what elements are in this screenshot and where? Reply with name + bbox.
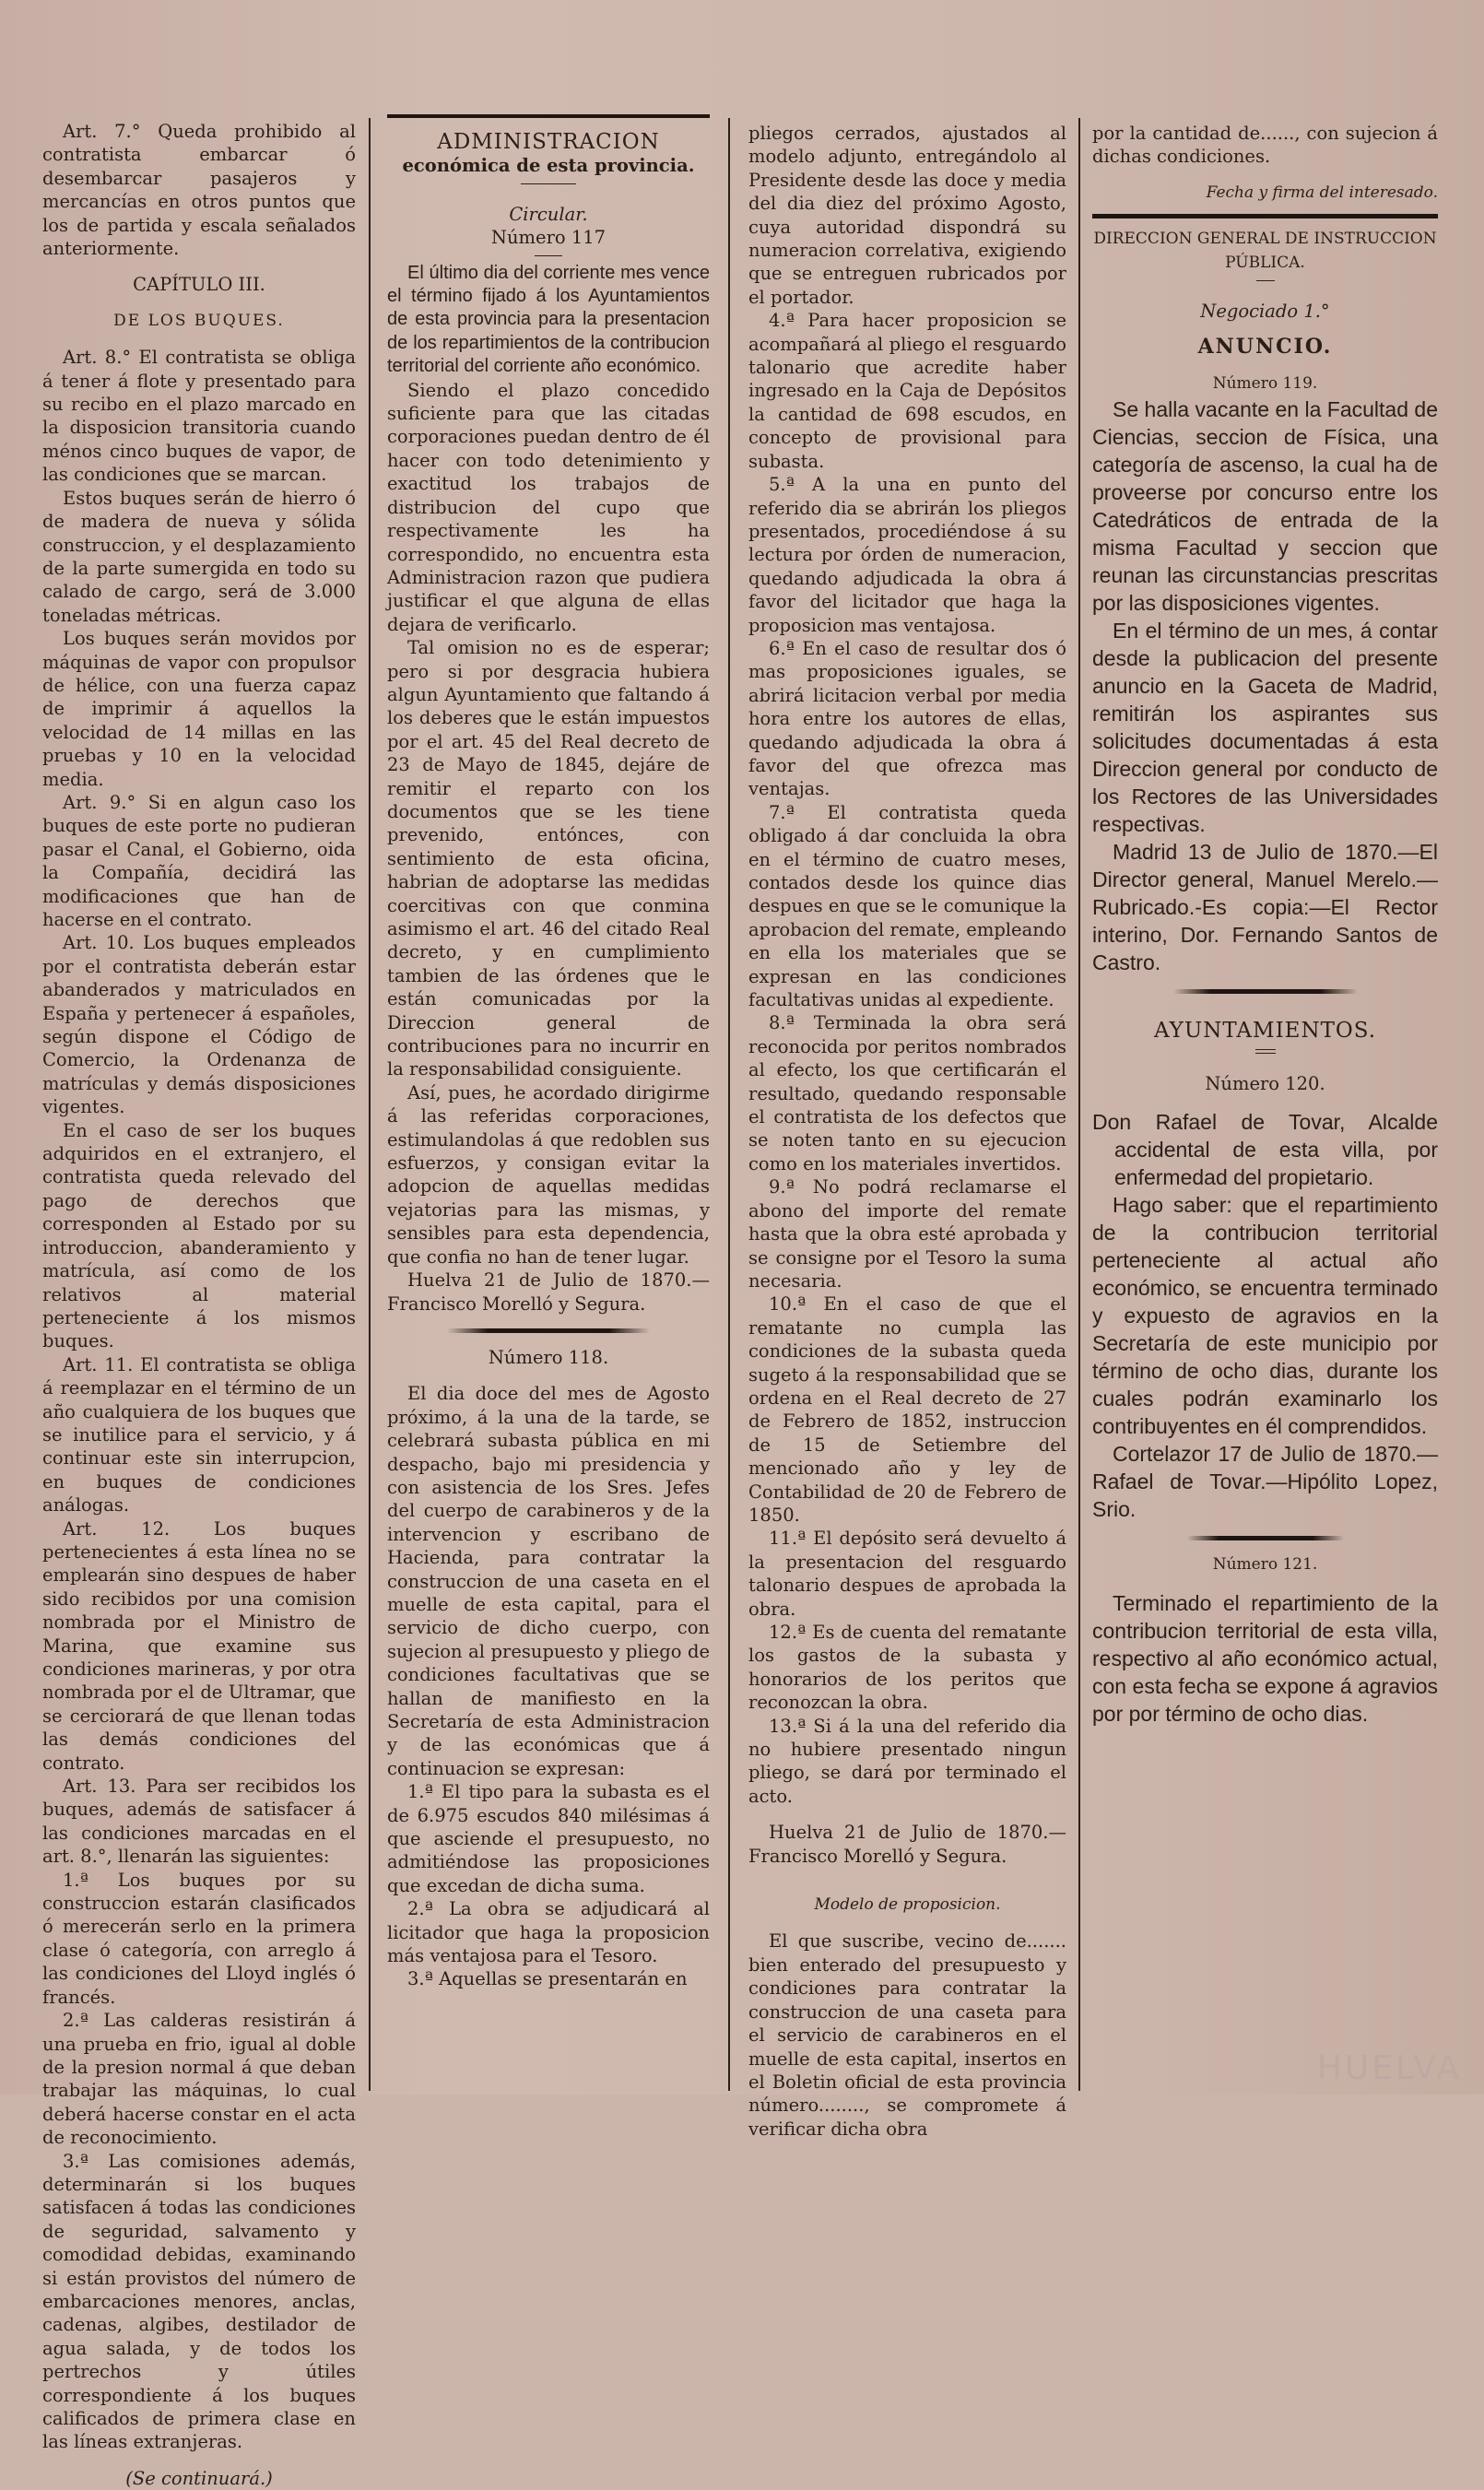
subchapter-heading: DE LOS BUQUES. bbox=[113, 311, 285, 330]
art7-paragraph: Art. 7.° Queda prohibido al contratista embarcar ó desembarcar pasajeros y mercancías en otros puntos que los de partida y escala señalados anteriormente. bbox=[42, 121, 356, 260]
administracion-title: ADMINISTRACION bbox=[437, 130, 660, 154]
administracion-subtitle: económica de esta provincia. bbox=[402, 155, 695, 177]
column-divider bbox=[369, 118, 371, 2091]
p117-c: Tal omision no es de esperar; pero si por desgracia hubiera algun Ayuntamiento que faltando á los deberes que le están impuestos por el art. 45 del Real decreto de 23 de Mayo de 1845, dejáre de remitir el reparto con los documentos que se les tiene prevenido, entónces, con sentimiento de esta oficina, habrian de adoptarse las medidas coercitivas con que conmina asimismo el art. 46 del citado Real decreto, y en cumplimiento tambien de las órdenes que le están comunicadas por la Direccion general de contribuciones para no incurrir en la responsabilidad consiguiente. bbox=[387, 637, 710, 1080]
hierro-paragraph: Estos buques serán de hierro ó de madera de nueva y sólida construccion, y el desplazamiento de la parte sumergida en todo su calado de cargo, será de 3.000 toneladas métricas. bbox=[42, 487, 356, 626]
modelo-paragraph: El que suscribe, vecino de....... bien enterado del presupuesto y condiciones para contratar la construccion de una caseta para el servicio de carabineros en el muelle de esta capital, insertos en el Boletin oficial de esta provincia número........, se compromete á verificar dicha obra bbox=[748, 1930, 1066, 2140]
column-2 bbox=[387, 120, 710, 1991]
ayuntamientos-heading: AYUNTAMIENTOS. bbox=[1153, 1019, 1377, 1044]
direccion-title: DIRECCION GENERAL DE INSTRUCCION PÚBLICA. bbox=[1093, 230, 1437, 272]
condition-118-7: 7.ª El contratista queda obligado á dar concluida la obra en el término de cuatro meses, contados desde los quince dias despues en que se le comunique la aprobacion del remate, empleando en ella los materiales que se expresan en las condiciones facultativas unidas al expediente. bbox=[748, 801, 1066, 1011]
header-rule bbox=[387, 114, 710, 118]
watermark: HUELVA bbox=[1316, 2049, 1462, 2087]
divider bbox=[521, 183, 576, 184]
number-119: Número 119. bbox=[1212, 373, 1318, 393]
condition-118-2: 2.ª La obra se adjudicará al licitador que haga la proposicion más ventajosa para el Tesoro. bbox=[387, 1898, 710, 1967]
modelo-heading: Modelo de proposicion. bbox=[814, 1895, 1001, 1915]
extranjero-paragraph: En el caso de ser los buques adquiridos en el extranjero, el contratista queda relevado del pago de derechos que corresponden al Estado por su introduccion, abanderamiento y matrícula, así como de los relativos al material perteneciente á los mismos buques. bbox=[42, 1119, 356, 1352]
condition-118-4: 4.ª Para hacer proposicion se acompañará al pliego el resguardo talonario que acredite haber ingresado en la Caja de Depósitos la cantidad de 698 escudos, en concepto de provisional para subasta. bbox=[748, 310, 1066, 472]
section-divider bbox=[1187, 1536, 1344, 1540]
condition-1: 1.ª Los buques por su construccion estarán clasificados ó merecerán serlo en la primera clase ó categoría, con arreglo á las condiciones del Lloyd inglés ó francés. bbox=[42, 1869, 356, 2008]
condition-118-12: 12.ª Es de cuenta del rematante los gastos de la subasta y honorarios de los peritos que reconozcan la obra. bbox=[748, 1622, 1066, 1714]
signature-117: Huelva 21 de Julio de 1870.—Francisco Morelló y Segura. bbox=[387, 1269, 710, 1315]
section-rule bbox=[1092, 214, 1438, 218]
condition-118-6: 6.ª En el caso de resultar dos ó mas proposiciones iguales, se abrirá licitacion verbal por media hora entre los autores de ellas, quedando adjudicada la obra á favor del que ofrezca mas ventajas. bbox=[748, 637, 1066, 800]
maquinas-paragraph: Los buques serán movidos por máquinas de vapor con propulsor de hélice, con una fuerza capaz de imprimir á aquellos la velocidad de 14 millas en las pruebas y 10 en la velocidad media. bbox=[42, 628, 356, 790]
signature-118: Huelva 21 de Julio de 1870.—Francisco Morelló y Segura. bbox=[748, 1822, 1066, 1867]
number-121: Número 121. bbox=[1212, 1555, 1318, 1575]
negociado-label: Negociado 1.° bbox=[1200, 301, 1330, 323]
art9-paragraph: Art. 9.° Si en algun caso los buques de este porte no pudieran pasar el Canal, el Gobierno, oida la Compañía, decidirá las modificaciones que han de hacerse en el contrato. bbox=[42, 791, 356, 930]
p118-a: El dia doce del mes de Agosto próximo, á la una de la tarde, se celebrará subasta pública en mi despacho, bajo mi presidencia y con asistencia de los Sres. Jefes del cuerpo de carabineros y de la intervencion y escribano de Hacienda, para contratar la construccion de una caseta en el muelle de esta capital, para el servicio de dicho cuerpo, con sujecion al presupuesto y pliego de condiciones facultativas que se hallan de manifiesto en la Secretaría de esta Administracion y de las económicas que á continuacion se expresan: bbox=[387, 1383, 710, 1779]
p120-b: Hago saber: que el repartimiento de la contribucion territorial perteneciente al actual año económico, se encuentra terminado y expuesto de agravios en la Secretaría de este municipio por término de ocho dias, durante los cuales podrán examinarlo los contribuyentes en él comprendidos. bbox=[1092, 1193, 1438, 1439]
signature-120: Cortelazor 17 de Julio de 1870.—Rafael de Tovar.—Hipólito Lopez, Srio. bbox=[1092, 1442, 1438, 1522]
art8-paragraph: Art. 8.° El contratista se obliga á tener á flote y presentado para su recibo en el plazo marcado en la disposicion transitoria cuando ménos cinco buques de vapor, de las condiciones que se marcan. bbox=[42, 347, 356, 486]
p117-b: Siendo el plazo concedido suficiente para que las citadas corporaciones puedan dentro de él hacer con todo detenimiento y exactitud los trabajos de distribucion del cupo que respectivamente les ha correspondido, no encuentra esta Administracion razon que pudiera justificar el que alguna de ellas dejara de verificarlo. bbox=[387, 379, 710, 635]
column-4 bbox=[1092, 122, 1438, 1728]
chapter-heading: CAPÍTULO III. bbox=[133, 274, 265, 296]
p119-a: Se halla vacante en la Facultad de Ciencias, seccion de Física, una categoría de ascenso, la cual ha de proveerse por concurso entre los Catedráticos de entrada de la misma Facultad y seccion que reunan las circunstancias prescritas por las disposiciones vigentes. bbox=[1092, 397, 1438, 616]
divider bbox=[1255, 1049, 1276, 1054]
column-1 bbox=[42, 120, 356, 2490]
p121: Terminado el repartimiento de la contribucion territorial de esta villa, respectivo al año económico actual, con esta fecha se expone á agravios por por término de ocho dias. bbox=[1092, 1591, 1438, 1727]
condition-118-13: 13.ª Si á la una del referido dia no hubiere presentado ningun pliego, se dará por terminado el acto. bbox=[748, 1715, 1066, 1807]
column-3 bbox=[748, 122, 1066, 2141]
condition-118-5: 5.ª A la una en punto del referido dia se abrirán los pliegos presentados, procediéndose á su lectura por órden de numeracion, quedando adjudicada la obra á favor del licitador que haga la proposicion mas ventajosa. bbox=[748, 474, 1066, 636]
section-divider bbox=[447, 1328, 650, 1333]
condition-118-1: 1.ª El tipo para la subasta es el de 6.975 escudos 840 milésimas á que asciende el presupuesto, no admitiéndose las proposiciones que excedan de dicha suma. bbox=[387, 1781, 710, 1896]
art11-paragraph: Art. 11. El contratista se obliga á reemplazar en el término de un año cualquiera de los buques que se inutilice para el servicio, y á continuar este sin interrupcion, en buques de condiciones análogas. bbox=[42, 1353, 356, 1516]
modelo-continuation: por la cantidad de......, con sujecion á dichas condiciones. bbox=[1092, 123, 1438, 168]
condition-118-3: 3.ª Aquellas se presentarán en bbox=[407, 1968, 688, 1990]
art10-paragraph: Art. 10. Los buques empleados por el contratista deberán estar abanderados y matriculados en España y pertenecer á españoles, según dispone el Código de Comercio, la Ordenanza de matrículas y demás disposiciones vigentes. bbox=[42, 932, 356, 1118]
condition-118-10: 10.ª En el caso de que el rematante no cumpla las condiciones de la subasta queda sugeto á la responsabilidad que se ordena en el Real decreto de 27 de Febrero de 1852, instruccion de 15 de Setiembre del mencionado año y ley de Contabilidad de 20 de Febrero de 1850. bbox=[748, 1293, 1066, 1526]
column-divider bbox=[1078, 118, 1080, 2091]
condition-3: 3.ª Las comisiones además, determinarán si los buques satisfacen á todas las condiciones de seguridad, salvamento y comodidad debidas, examinando si están provistos del número de embarcaciones menores, anclas, cadenas, algibes, destilador de agua salada, y de todos los pertrechos y útiles correspondiente á los buques calificados de primera clase en las líneas extranjeras. bbox=[42, 2150, 356, 2453]
condition-2: 2.ª Las calderas resistirán á una prueba en frio, igual al doble de la presion normal á que deban trabajar las máquinas, lo cual deberá hacerse constar en el acta de reconocimiento. bbox=[42, 2010, 356, 2149]
anuncio-heading: ANUNCIO. bbox=[1197, 335, 1333, 360]
circular-label: Circular. bbox=[509, 203, 588, 225]
number-118: Número 118. bbox=[488, 1346, 609, 1368]
divider bbox=[1256, 280, 1275, 281]
p117-a: El último dia del corriente mes vence el término fijado á los Ayuntamientos de esta provincia para la presentacion de los repartimientos de la contribucion territorial del corriente año económico. bbox=[387, 262, 710, 377]
number-120: Número 120. bbox=[1205, 1072, 1325, 1094]
condition-118-11: 11.ª El depósito será devuelto á la presentacion del resguardo talonario despues de aprobada la obra. bbox=[748, 1528, 1066, 1620]
column-divider bbox=[728, 118, 730, 2091]
continuation-paragraph: pliegos cerrados, ajustados al modelo adjunto, entregándolo al Presidente desde las doce y media del dia diez del próximo Agosto, cuya autoridad dispondrá su numeracion correlativa, exigiendo que se entreguen rubricados por el portador. bbox=[748, 123, 1066, 308]
art12-paragraph: Art. 12. Los buques pertenecientes á esta línea no se emplearán sino despues de haber sido recibidos por una comision nombrada por el Ministro de Marina, que examine sus condiciones marineras, y por otra nombrada por el de Ultramar, que se cerciorará de que llenan todas las demás condiciones del contrato. bbox=[42, 1517, 356, 1774]
p117-d: Así, pues, he acordado dirigirme á las referidas corporaciones, estimulandolas á que redoblen sus esfuerzos, y consigan evitar la adopcion de aquellas medidas vejatorias para las mismas, y sensibles para esta dependencia, que confia no han de tener lugar. bbox=[387, 1081, 710, 1268]
p120-a: Don Rafael de Tovar, Alcalde accidental de esta villa, por enfermedad del propietario. bbox=[1092, 1110, 1438, 1190]
p119-b: En el término de un mes, á contar desde la publicacion del presente anuncio en la Gaceta de Madrid, remitirán los aspirantes sus solicitudes documentadas á esta Direccion general por conducto de los Rectores de las Universidades respectivas. bbox=[1092, 619, 1438, 837]
number-117: Número 117 bbox=[490, 227, 607, 249]
condition-118-8: 8.ª Terminada la obra será reconocida por peritos nombrados al efecto, los que certificarán el resultado, quedando responsable el contratista de los defectos que se noten tanto en su ejecucion como en los materiales invertidos. bbox=[748, 1012, 1066, 1174]
continue-note: (Se continuará.) bbox=[125, 2467, 273, 2489]
divider bbox=[535, 255, 562, 256]
signature-119: Madrid 13 de Julio de 1870.—El Director general, Manuel Merelo.—Rubricado.-Es copia:—El Rector interino, Dor. Fernando Santos de Castro. bbox=[1092, 840, 1438, 975]
fecha-firma: Fecha y firma del interesado. bbox=[1206, 183, 1438, 202]
art13-paragraph: Art. 13. Para ser recibidos los buques, además de satisfacer á las condiciones marcadas en el art. 8.°, llenarán las siguientes: bbox=[42, 1776, 356, 1868]
section-divider bbox=[1173, 989, 1358, 994]
condition-118-9: 9.ª No podrá reclamarse el abono del importe del remate hasta que la obra esté aprobada y se consigne por el Tesoro la suma necesaria. bbox=[748, 1176, 1066, 1292]
